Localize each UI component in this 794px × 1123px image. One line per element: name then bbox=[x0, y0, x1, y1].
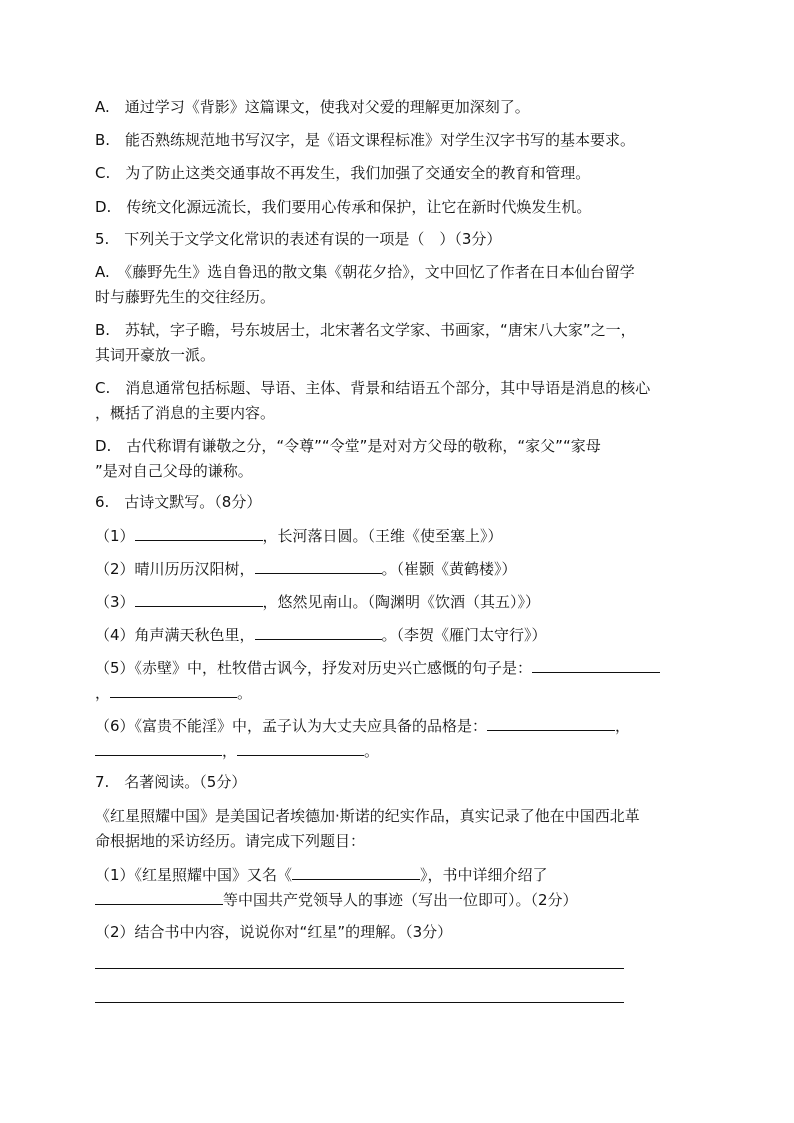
answer-blank[interactable] bbox=[135, 525, 263, 541]
q6-stem: 6. 古诗文默写。（8分） bbox=[95, 493, 262, 511]
answer-writing-line[interactable] bbox=[95, 1002, 624, 1003]
q6-item-2 bbox=[95, 558, 517, 579]
answer-blank[interactable] bbox=[110, 682, 237, 698]
q6-item-6-comma: ， bbox=[615, 717, 631, 735]
answer-writing-line[interactable] bbox=[95, 968, 624, 969]
q5-option-d-line1: D. 古代称谓有谦敬之分，“令尊”“令堂”是对对方父母的敬称，“家父”“家母 bbox=[95, 437, 601, 455]
q7-sub-1-continued bbox=[95, 889, 578, 910]
q7-sub-1-mid: 》，书中详细介绍了 bbox=[420, 866, 548, 884]
answer-blank[interactable] bbox=[135, 591, 263, 607]
q6-item-2-source: 。（崔颢《黄鹤楼》） bbox=[381, 560, 517, 578]
q6-item-5-text: （5）《赤壁》中，杜牧借古讽今，抒发对历史兴亡感慨的句子是： bbox=[95, 659, 533, 677]
q5-option-a-line2: 时与藤野先生的交往经历。 bbox=[95, 288, 276, 306]
q6-item-4-source: 。（李贺《雁门太守行》） bbox=[381, 626, 547, 644]
q6-item-1-text: ，长河落日圆。（王维《使至塞上》） bbox=[262, 527, 503, 545]
q6-item-3-text: ，悠然见南山。（陶渊明《饮酒（其五）》） bbox=[262, 593, 541, 611]
q7-intro-line2: 命根据地的采访经历。请完成下列题目： bbox=[95, 832, 366, 850]
q5-option-a-line1: A. 《藤野先生》选自鲁迅的散文集《朝花夕拾》，文中回忆了作者在日本仙台留学 bbox=[95, 263, 635, 281]
q6-item-4 bbox=[95, 624, 547, 645]
q5-option-b-line1: B. 苏轼，字子瞻，号东坡居士，北宋著名文学家、书画家，“唐宋八大家”之一， bbox=[95, 321, 636, 339]
q4-option-a: A. 通过学习《背影》这篇课文，使我对父爱的理解更加深刻了。 bbox=[95, 98, 530, 116]
q5-option-d-line2: ”是对自己父母的谦称。 bbox=[95, 462, 253, 480]
q7-sub-2: （2）结合书中内容，说说你对“红星”的理解。（3分） bbox=[95, 923, 453, 941]
answer-blank[interactable] bbox=[487, 715, 615, 731]
q5-stem: 5. 下列关于文学文化常识的表述有误的一项是（ ）（3分） bbox=[95, 230, 502, 248]
q5-option-c-line1: C. 消息通常包括标题、导语、主体、背景和结语五个部分，其中导语是消息的核心 bbox=[95, 379, 651, 397]
q6-item-1-number: （1） bbox=[95, 527, 135, 545]
q7-stem: 7. 名著阅读。（5分） bbox=[95, 773, 247, 791]
answer-blank[interactable] bbox=[292, 864, 420, 880]
q7-sub-1-rest: 等中国共产党领导人的事迹（写出一位即可）。（2分） bbox=[223, 891, 578, 909]
answer-blank[interactable] bbox=[532, 657, 660, 673]
q4-option-d: D. 传统文化源远流长，我们要用心传承和保护，让它在新时代焕发生机。 bbox=[95, 198, 592, 216]
q4-option-b: B. 能否熟练规范地书写汉字，是《语文课程标准》对学生汉字书写的基本要求。 bbox=[95, 131, 636, 149]
q6-item-6-text: （6）《富贵不能淫》中，孟子认为大丈夫应具备的品格是： bbox=[95, 717, 488, 735]
q6-item-4-text: （4）角声满天秋色里， bbox=[95, 626, 255, 644]
q6-item-5-continued bbox=[95, 682, 252, 703]
q6-item-6 bbox=[95, 715, 630, 736]
q6-item-3 bbox=[95, 591, 540, 612]
q6-item-2-text: （2）晴川历历汉阳树， bbox=[95, 560, 255, 578]
q6-item-6-comma: ， bbox=[222, 742, 238, 760]
answer-blank[interactable] bbox=[95, 889, 223, 905]
answer-blank[interactable] bbox=[255, 558, 382, 574]
q7-sub-1-text: （1）《红星照耀中国》又名《 bbox=[95, 866, 293, 884]
q6-item-6-continued bbox=[95, 740, 379, 761]
q6-item-1 bbox=[95, 525, 503, 546]
q6-item-5-end: 。 bbox=[237, 684, 253, 702]
q7-intro-line1: 《红星照耀中国》是美国记者埃德加·斯诺的纪实作品，真实记录了他在中国西北革 bbox=[95, 807, 640, 825]
q7-sub-1 bbox=[95, 864, 548, 885]
q4-option-c: C. 为了防止这类交通事故不再发生，我们加强了交通安全的教育和管理。 bbox=[95, 164, 591, 182]
q6-item-5 bbox=[95, 657, 660, 678]
answer-blank[interactable] bbox=[255, 624, 382, 640]
q6-item-3-number: （3） bbox=[95, 593, 135, 611]
q5-option-c-line2: ，概括了消息的主要内容。 bbox=[95, 404, 276, 422]
answer-blank[interactable] bbox=[95, 740, 222, 756]
q6-item-5-comma: ， bbox=[95, 684, 111, 702]
q5-option-b-line2: 其词开豪放一派。 bbox=[95, 346, 216, 364]
q6-item-6-end: 。 bbox=[364, 742, 380, 760]
answer-blank[interactable] bbox=[237, 740, 364, 756]
